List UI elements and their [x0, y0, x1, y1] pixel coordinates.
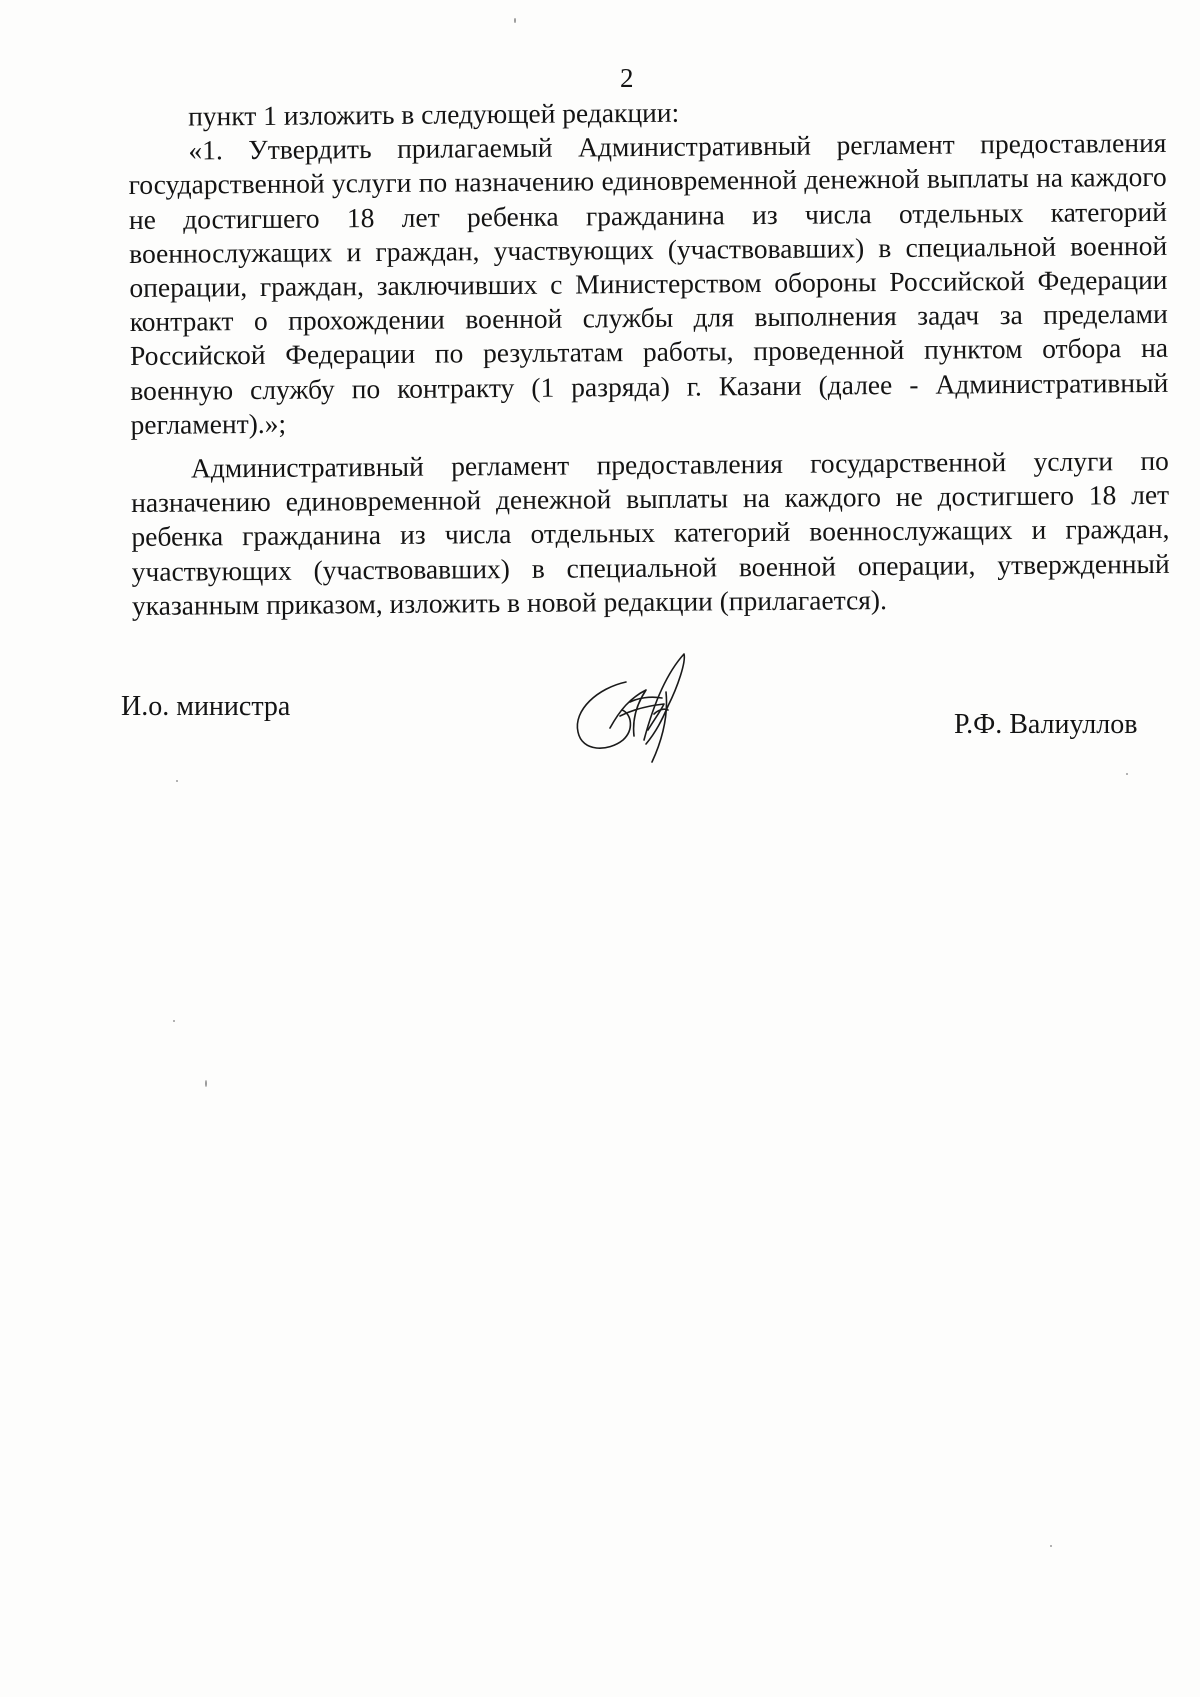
- paragraph-intro: пункт 1 изложить в следующей редакции:: [188, 96, 680, 132]
- paragraph-second: Административный регламент предоставления государственной услуги по назначению единовременной денежной выплаты на каждого не достигшего 18 лет ребенка гражданина из числа отдельных категорий военнослужащих и граждан, участвующих (участвовавших) в специальной военной операции, утвержденный указанным приказом, изложить в новой редакции (прилагается).: [131, 444, 1170, 621]
- signatory-position: И.о. министра: [121, 691, 291, 722]
- paragraph-quote: «1. Утвердить прилагаемый Административный регламент предоставления государственной услуги по назначению единовременной денежной выплаты на каждого не достигшего 18 лет ребенка гражданина из числа отдельных категорий военнослужащих и граждан, участвующих (участвовавших) в специальной военной операции, граждан, заключивших с Министерством обороны Российской Федерации контракт о прохождении военной службы для выполнения задач за пределами Российской Федерации по результатам работы, проведенной пунктом отбора на военную службу по контракту (1 разряда) г. Казани (далее - Административный регламент).»;: [128, 127, 1169, 440]
- scan-speck: [173, 1020, 175, 1022]
- scan-speck: [1126, 773, 1128, 775]
- signatory-name: Р.Ф. Валиуллов: [954, 709, 1138, 740]
- handwritten-signature-icon: [568, 640, 718, 770]
- document-body: [128, 92, 1170, 623]
- scan-speck: [176, 780, 178, 782]
- page-number: 2: [620, 63, 634, 93]
- scan-speck: [1050, 1545, 1052, 1547]
- scan-speck: [205, 1080, 207, 1087]
- scan-speck: [514, 18, 516, 23]
